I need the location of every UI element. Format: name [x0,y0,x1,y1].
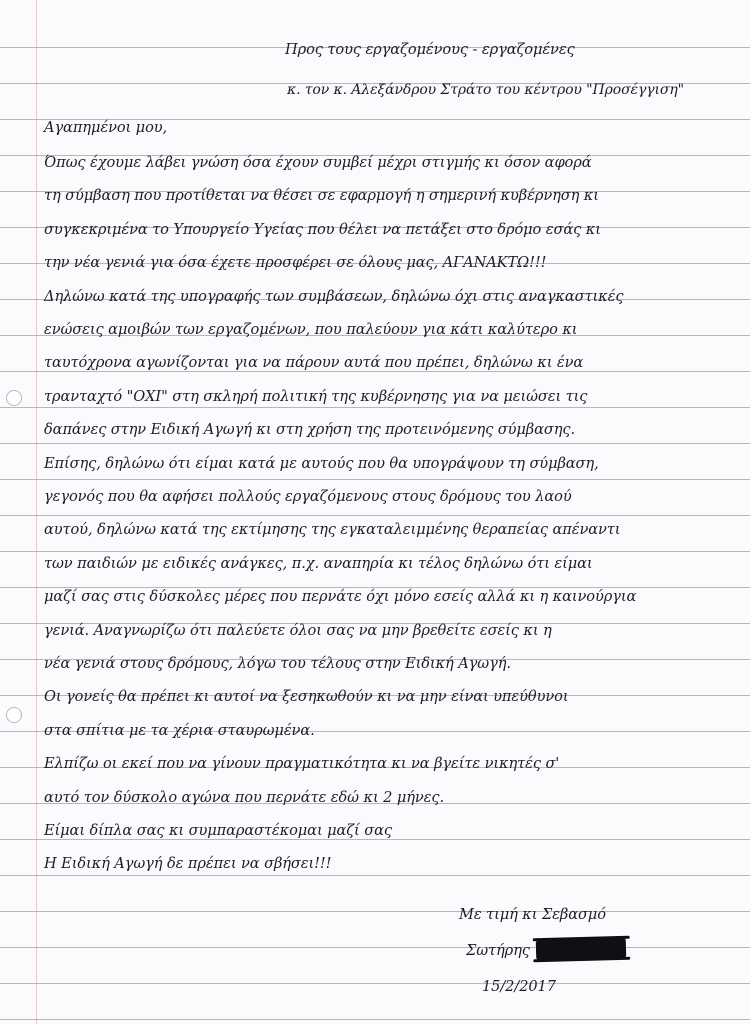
punch-hole [6,390,22,406]
body-line: ταυτόχρονα αγωνίζονται για να πάρουν αυτά που πρέπει, δηλώνω κι ένα [44,354,584,372]
redacted-surname [536,938,626,960]
address-line-1: Προς τους εργαζομένους - εργαζομένες [285,41,575,58]
body-line: των παιδιών με ειδικές ανάγκες, π.χ. αναπηρία κι τέλος δηλώνω ότι είμαι [44,554,593,572]
body-line: συγκεκριμένα το Υπουργείο Υγείας που θέλει να πετάξει στο δρόμο εσάς κι [44,220,601,238]
closing: Με τιμή κι Σεβασμό [459,906,606,923]
body-line: Δηλώνω κατά της υπογραφής των συμβάσεων, δηλώνω όχι στις αναγκαστικές [44,287,624,305]
body-line: τρανταχτό "ΟΧΙ" στη σκληρή πολιτική της κυβέρνησης για να μειώσει τις [44,387,588,405]
body-line: αυτό τον δύσκολο αγώνα που περνάτε εδώ κι 2 μήνες. [44,788,445,806]
body-line: τη σύμβαση που προτίθεται να θέσει σε εφαρμογή η σημερινή κυβέρνηση κι [44,187,599,205]
body-line: μαζί σας στις δύσκολες μέρες που περνάτε όχι μόνο εσείς αλλά κι η καινούργια [44,588,637,606]
body-line: αυτού, δηλώνω κατά της εκτίμησης της εγκαταλειμμένης θεραπείας απέναντι [44,521,621,539]
body-line: Ελπίζω οι εκεί που να γίνουν πραγματικότητα κι να βγείτε νικητές σ' [44,755,560,773]
punch-hole [6,707,22,723]
body-line: Επίσης, δηλώνω ότι είμαι κατά με αυτούς που θα υπογράψουν τη σύμβαση, [44,454,599,472]
body-line: στα σπίτια με τα χέρια σταυρωμένα. [44,721,315,739]
body-line: Οι γονείς θα πρέπει κι αυτοί να ξεσηκωθούν κι να μην είναι υπεύθυνοι [44,688,569,706]
body-line: Η Ειδική Αγωγή δε πρέπει να σβήσει!!! [44,855,332,873]
body-line: δαπάνες στην Ειδική Αγωγή κι στη χρήση της προτεινόμενης σύμβασης. [44,421,575,439]
body-line: γενιά. Αναγνωρίζω ότι παλεύετε όλοι σας να μην βρεθείτε εσείς κι η [44,621,552,639]
greeting: Αγαπημένοι μου, [44,119,168,136]
body-line: νέα γενιά στους δρόμους, λόγω του τέλους στην Ειδική Αγωγή. [44,655,511,672]
body-line: Όπως έχουμε λάβει γνώση όσα έχουν συμβεί μέχρι στιγμής κι όσον αφορά [44,154,592,171]
body-line: Είμαι δίπλα σας κι συμπαραστέκομαι μαζί σας [44,822,392,839]
body-line: την νέα γενιά για όσα έχετε προσφέρει σε όλους μας, ΑΓΑΝΑΚΤΩ!!! [44,254,547,272]
body-line: γεγονός που θα αφήσει πολλούς εργαζόμενους στους δρόμους του λαού [44,488,572,505]
body-line: ενώσεις αμοιβών των εργαζομένων, που παλεύουν για κάτι καλύτερο κι [44,321,578,338]
address-line-2: κ. τον κ. Αλεξάνδρου Στράτο του κέντρου "Προσέγγιση" [287,82,684,98]
signature-name: Σωτήρης [466,942,530,959]
letter-date: 15/2/2017 [482,978,556,995]
margin-line [36,0,37,1024]
